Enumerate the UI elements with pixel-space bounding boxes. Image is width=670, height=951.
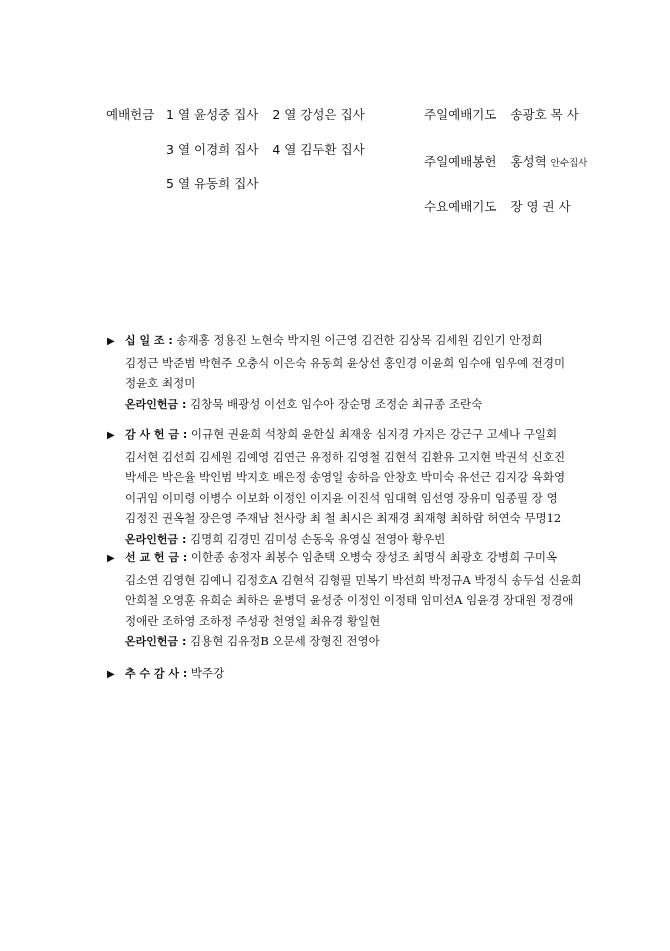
offering-row-3: 5 열 유동희 집사 <box>166 176 259 191</box>
arrow-bullet-icon: ▶ <box>107 553 115 564</box>
section-label: 감 사 헌 금 : <box>125 428 188 441</box>
section-label: 추 수 감 사 : <box>125 667 188 680</box>
section-harvest: ▶ 추 수 감 사 : 박주강 <box>107 663 577 686</box>
prayer-duty-sunday-prayer: 주일예배기도 송광호 목 사 <box>424 107 579 122</box>
offering-row-2: 3 열 이경희 집사 4 열 김두환 집사 <box>166 142 365 157</box>
offering-label: 예배헌금 <box>106 107 155 122</box>
section-thanks: ▶ 감 사 헌 금 : 이규현 권윤희 석창희 윤한실 최재웅 심지경 가지은 강근구 고세나 구일회 김서현 김선희 김세원 김예영 김연근 유정하 김영철 김현석 김환유 고지현 박권석 신호진 박세은 박은율 박인범 박지호 배은정 송영일 송하음 안창호 박미숙 유선근 김지강 육화영 이귀임 이미령 이병수 이보화 이정인 이지윤 이진석 임대혁 임선영 장유미 임종필 장 영 김정진 권옥철 장은영 주재남 천사랑 최 철 최시은 최재경 최재형 최하람 허연숙 무명12 온라인헌금 : 김명희 김경민 김미성 손동욱 유영실 전영아 황우빈 <box>107 427 566 546</box>
online-label: 온라인헌금 : <box>125 635 187 648</box>
online-label: 온라인헌금 : <box>125 397 187 411</box>
section-mission: ▶ 선 교 헌 금 : 이한종 송정자 최봉수 임춘택 오병숙 장성조 최명식 최광호 강병희 구미옥 김소연 김영현 김예니 김정호A 김현석 김형필 민복기 박선희 박정규A 박정식 송두섭 신윤희 안희철 오영훈 유희순 최하은 윤병덕 윤성중 이정인 이정태 임미선A 임윤경 장대원 정경애 정애란 조하영 조하정 주성광 천영일 최유경 황일현 온라인헌금 : 김용현 김유정B 오문세 장형진 전영아 <box>107 550 582 648</box>
arrow-bullet-icon: ▶ <box>107 336 115 347</box>
section-label: 십 일 조 : <box>125 334 173 347</box>
arrow-bullet-icon: ▶ <box>107 669 115 680</box>
arrow-bullet-icon: ▶ <box>107 430 115 441</box>
section-label: 선 교 헌 금 : <box>125 551 188 564</box>
online-label: 온라인헌금 : <box>125 532 187 546</box>
prayer-duty-wednesday-prayer: 수요예배기도 장 영 권 사 <box>424 199 571 214</box>
prayer-duty-sunday-offering: 주일예배봉헌 홍성혁 안수집사 <box>424 154 588 169</box>
section-tithe: ▶ 십 일 조 : 송재홍 정용진 노현숙 박지원 이근영 김건한 김상목 김세원 김인기 안정희 김정근 박준범 박현주 오충식 이은숙 유동희 윤상선 홍인경 이윤희 임수애 임우예 전경미 정윤호 최정미 온라인헌금 : 김창묵 배광성 이선호 임수아 장순명 조정순 최규종 조란숙 <box>107 333 566 411</box>
offering-row-1: 1 열 윤성중 집사 2 열 강성은 집사 <box>166 107 365 122</box>
